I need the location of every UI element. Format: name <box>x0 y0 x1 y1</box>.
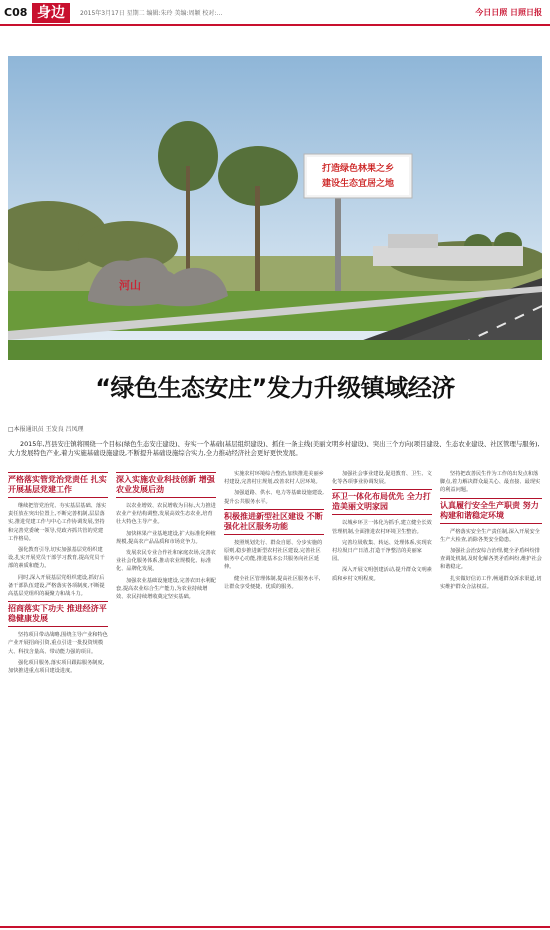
column-paragraph: 严格落实安全生产责任制,深入开展安全生产大检查,消除各类安全隐患。 <box>440 528 540 543</box>
column-paragraph: 强化项目服务,落实项目跟踪服务制度,加快推进重点项目建设进度。 <box>8 659 105 675</box>
column-paragraph: 扎实做好信访工作,畅通群众诉求渠道,切实维护群众合法权益。 <box>440 575 542 590</box>
article-column <box>440 470 542 922</box>
byline: □本报通讯员 王发良 吕凤理 <box>8 426 84 433</box>
article-column <box>8 470 108 922</box>
column-paragraph: 加强农业基础设施建设,完善农田水利配套,提高农业综合生产能力,为农业持续增效、农民持续增收奠定坚实基础。 <box>116 577 216 601</box>
billboard-line-1: 打造绿色林果之乡 <box>321 164 395 174</box>
news-photo <box>8 56 542 360</box>
article-column <box>116 470 216 922</box>
masthead-logo: 今日日照 日照日报 <box>475 8 542 17</box>
column-paragraph: 坚持把改善民生作为工作的出发点和落脚点,着力解决群众最关心、最直接、最现实的利益问题。 <box>440 471 541 494</box>
column-paragraph: 健全社区管理体制,提高社区服务水平,让群众享受便捷、优质的服务。 <box>224 575 321 590</box>
billboard <box>304 154 412 198</box>
column-paragraph: 同时,深入开展基层党组织建设,抓好后备干部队伍建设,严格落实各项制度,不断提高基层党组织的凝聚力和战斗力。 <box>8 574 105 598</box>
footer-rule <box>0 926 550 928</box>
column-paragraph: 以农业增效、农民增收为目标,大力推进农业产业结构调整,发展高效生态农业,培育壮大特色主导产业。 <box>116 503 216 526</box>
column-paragraph: 继续把管党治党、夯实基层基础、落实责任放在突出位置上,不断完善机制,层层落实,推进党建工作与中心工作协调发展,坚持和完善党委统一领导,党政齐抓共管的党建工作格局。 <box>8 503 107 542</box>
column-paragraph: 强化教育引导,切实加强基层党组织建设,扎实开展党员干部学习教育,提高党员干部的素质和能力。 <box>8 547 105 570</box>
article-column <box>224 470 324 922</box>
column-subhead: 积极推进新型社区建设 不断强化社区服务功能 <box>224 509 324 535</box>
section-tag: 身边 <box>32 3 70 23</box>
article-column <box>332 470 432 922</box>
page-number: C08 <box>4 6 28 19</box>
lead-paragraph: 2015年,莒县安庄镇将围绕一个目标(绿色生态安庄建设)、夯实一个基础(基层组织建设)、抓住一条主线(美丽文明乡村建设)、突出三个方向(项目建设、生态农业建设、社区管理与服务),大力发展特色产业,着力实施基础设施建设,不断提升基础设施综合实力,全力推动经济社会更好更快发展。 <box>8 440 540 457</box>
column-subhead: 严格落实管党治党责任 扎实开展基层党建工作 <box>8 472 108 498</box>
column-paragraph: 加强社会治安综合治理,健全矛盾纠纷排查调处机制,及时化解各类矛盾纠纷,维护社会和谐稳定。 <box>440 548 542 571</box>
column-paragraph: 按照规划先行、群众自愿、分步实施的原则,稳步推进新型农村社区建设,完善社区服务中心功能,推进基本公共服务向社区延伸。 <box>224 539 323 571</box>
column-paragraph: 完善垃圾收集、转运、处理体系,实现农村垃圾日产日清,打造干净整洁的美丽家园。 <box>332 539 432 563</box>
issue-info: 2015年3月17日 星期二 编辑:朱玲 美编:周颖 校对:… <box>80 10 223 17</box>
column-subhead: 深入实施农业科技创新 增强农业发展后劲 <box>116 472 216 498</box>
column-paragraph: 加强社会事业建设,促进教育、卫生、文化等各项事业协调发展。 <box>332 471 432 486</box>
column-paragraph: 以城乡环卫一体化为抓手,建立健全长效管理机制,全面推进农村环境卫生整治。 <box>332 520 432 535</box>
page-header <box>0 0 550 26</box>
column-paragraph: 发展农民专业合作社和家庭农场,完善农业社会化服务体系,推动农业规模化、标准化、品牌化发展。 <box>116 550 216 573</box>
article-body <box>8 470 542 922</box>
column-subhead: 认真履行安全生产职责 努力构建和谐稳定环境 <box>440 498 542 524</box>
column-paragraph: 坚持项目带动战略,围绕主导产业和特色产业开展招商引资,重点引进一批投资规模大、科技含量高、带动能力强的项目。 <box>8 632 108 655</box>
column-subhead: 环卫一体化布局优先 全力打造美丽文明家园 <box>332 489 432 515</box>
billboard-line-2: 建设生态宜居之地 <box>321 179 395 189</box>
column-paragraph: 深入开展文明创建活动,提升群众文明素质和乡村文明程度。 <box>332 567 432 582</box>
rock-inscription: 河山 <box>119 279 141 292</box>
header-rule <box>0 24 550 26</box>
column-paragraph: 加快林果产业基地建设,扩大标准化种植规模,提高农产品品质和市场竞争力。 <box>116 530 216 545</box>
headline: “绿色生态安庄”发力升级镇域经济 <box>95 374 455 402</box>
column-paragraph: 加强道路、供水、电力等基础设施建设,提升公共服务水平。 <box>224 490 324 505</box>
column-subhead: 招商落实下功夫 推进经济平稳健康发展 <box>8 601 108 627</box>
column-paragraph: 实施农村环境综合整治,加快推进美丽乡村建设,完善村庄规划,改善农村人居环境。 <box>224 471 324 486</box>
